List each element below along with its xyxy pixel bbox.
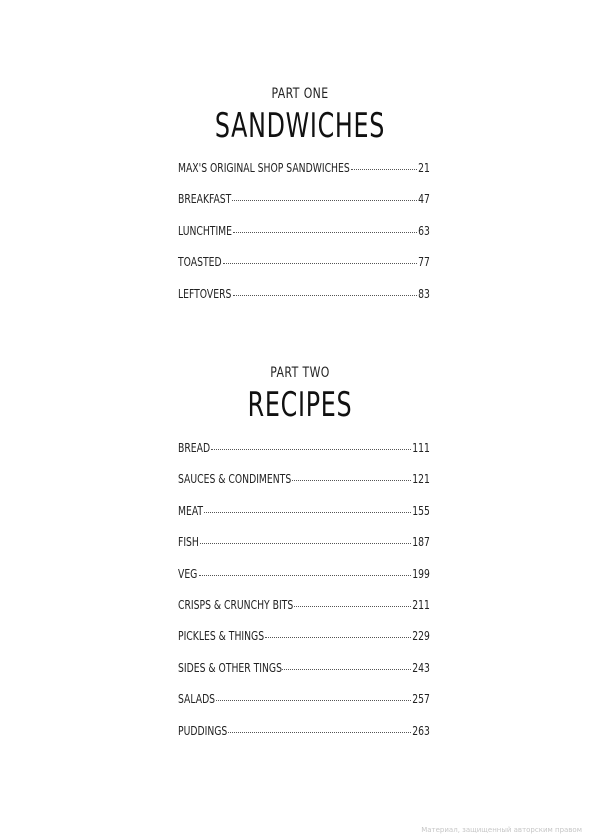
toc-entry-page: 77 bbox=[418, 254, 430, 270]
toc-entry[interactable] bbox=[178, 471, 430, 502]
dot-leader bbox=[265, 637, 411, 638]
part-one-label: PART ONE bbox=[271, 86, 329, 102]
dot-leader bbox=[282, 669, 411, 670]
dot-leader bbox=[294, 606, 412, 607]
toc-entry-name: BREAKFAST bbox=[178, 191, 232, 207]
toc-entry[interactable] bbox=[178, 628, 430, 659]
toc-entry-name: SALADS bbox=[178, 691, 216, 707]
toc-entry[interactable] bbox=[178, 286, 430, 317]
toc-entry-page: 243 bbox=[412, 659, 430, 675]
toc-entry[interactable] bbox=[178, 597, 430, 628]
dot-leader bbox=[199, 575, 412, 576]
toc-entry-page: 257 bbox=[412, 691, 430, 707]
toc-entry-page: 63 bbox=[418, 222, 430, 238]
toc-entry-name: LUNCHTIME bbox=[178, 222, 233, 238]
toc-entry[interactable] bbox=[178, 691, 430, 722]
toc-entry[interactable] bbox=[178, 534, 430, 565]
toc-entry[interactable] bbox=[178, 723, 430, 754]
toc-entry[interactable] bbox=[178, 254, 430, 285]
dot-leader bbox=[200, 543, 411, 544]
toc-entry-page: 229 bbox=[412, 628, 430, 644]
dot-leader bbox=[351, 169, 418, 170]
toc-entry-name: SIDES & OTHER TINGS bbox=[178, 659, 282, 675]
toc-entry-page: 21 bbox=[418, 160, 430, 175]
part-two-list bbox=[178, 440, 430, 754]
dot-leader bbox=[204, 512, 411, 513]
dot-leader bbox=[233, 232, 417, 233]
dot-leader bbox=[233, 295, 418, 296]
toc-entry-name: SAUCES & CONDIMENTS bbox=[178, 471, 292, 487]
toc-entry-page: 155 bbox=[412, 502, 430, 518]
toc-entry-name: FISH bbox=[178, 534, 199, 550]
dot-leader bbox=[228, 732, 412, 733]
toc-entry-page: 121 bbox=[412, 471, 430, 487]
dot-leader bbox=[232, 200, 417, 201]
toc-entry-page: 211 bbox=[412, 596, 430, 612]
toc-entry-name: PUDDINGS bbox=[178, 722, 228, 738]
toc-entry-page: 83 bbox=[418, 285, 430, 301]
toc-entry[interactable] bbox=[178, 191, 430, 222]
toc-entry-page: 199 bbox=[412, 565, 430, 581]
dot-leader bbox=[211, 449, 411, 450]
copyright-watermark: Материал, защищенный авторским правом bbox=[421, 826, 582, 834]
toc-entry-name: VEG bbox=[178, 565, 198, 581]
toc-entry-name: TOASTED bbox=[178, 254, 222, 270]
toc-entry[interactable] bbox=[178, 160, 430, 191]
toc-entry-name: PICKLES & THINGS bbox=[178, 628, 265, 644]
toc-entry[interactable] bbox=[178, 223, 430, 254]
toc-entry-page: 47 bbox=[418, 191, 430, 207]
toc-entry-name: BREAD bbox=[178, 440, 211, 455]
toc-entry-page: 111 bbox=[412, 440, 430, 455]
toc-entry[interactable] bbox=[178, 440, 430, 471]
toc-entry-name: CRISPS & CRUNCHY BITS bbox=[178, 596, 294, 612]
part-two-title: RECIPES bbox=[247, 385, 353, 425]
dot-leader bbox=[216, 700, 411, 701]
toc-entry-page: 263 bbox=[412, 722, 430, 738]
toc-entry-name: LEFTOVERS bbox=[178, 285, 232, 301]
part-one-title: SANDWICHES bbox=[214, 106, 386, 146]
toc-entry[interactable] bbox=[178, 566, 430, 597]
toc-entry-name: MAX'S ORIGINAL SHOP SANDWICHES bbox=[178, 160, 350, 175]
toc-entry[interactable] bbox=[178, 660, 430, 691]
toc-entry[interactable] bbox=[178, 503, 430, 534]
part-two-label: PART TWO bbox=[270, 365, 330, 381]
part-one-list bbox=[178, 160, 430, 317]
toc-entry-page: 187 bbox=[412, 534, 430, 550]
dot-leader bbox=[223, 263, 418, 264]
dot-leader bbox=[292, 480, 411, 481]
toc-entry-name: MEAT bbox=[178, 502, 204, 518]
